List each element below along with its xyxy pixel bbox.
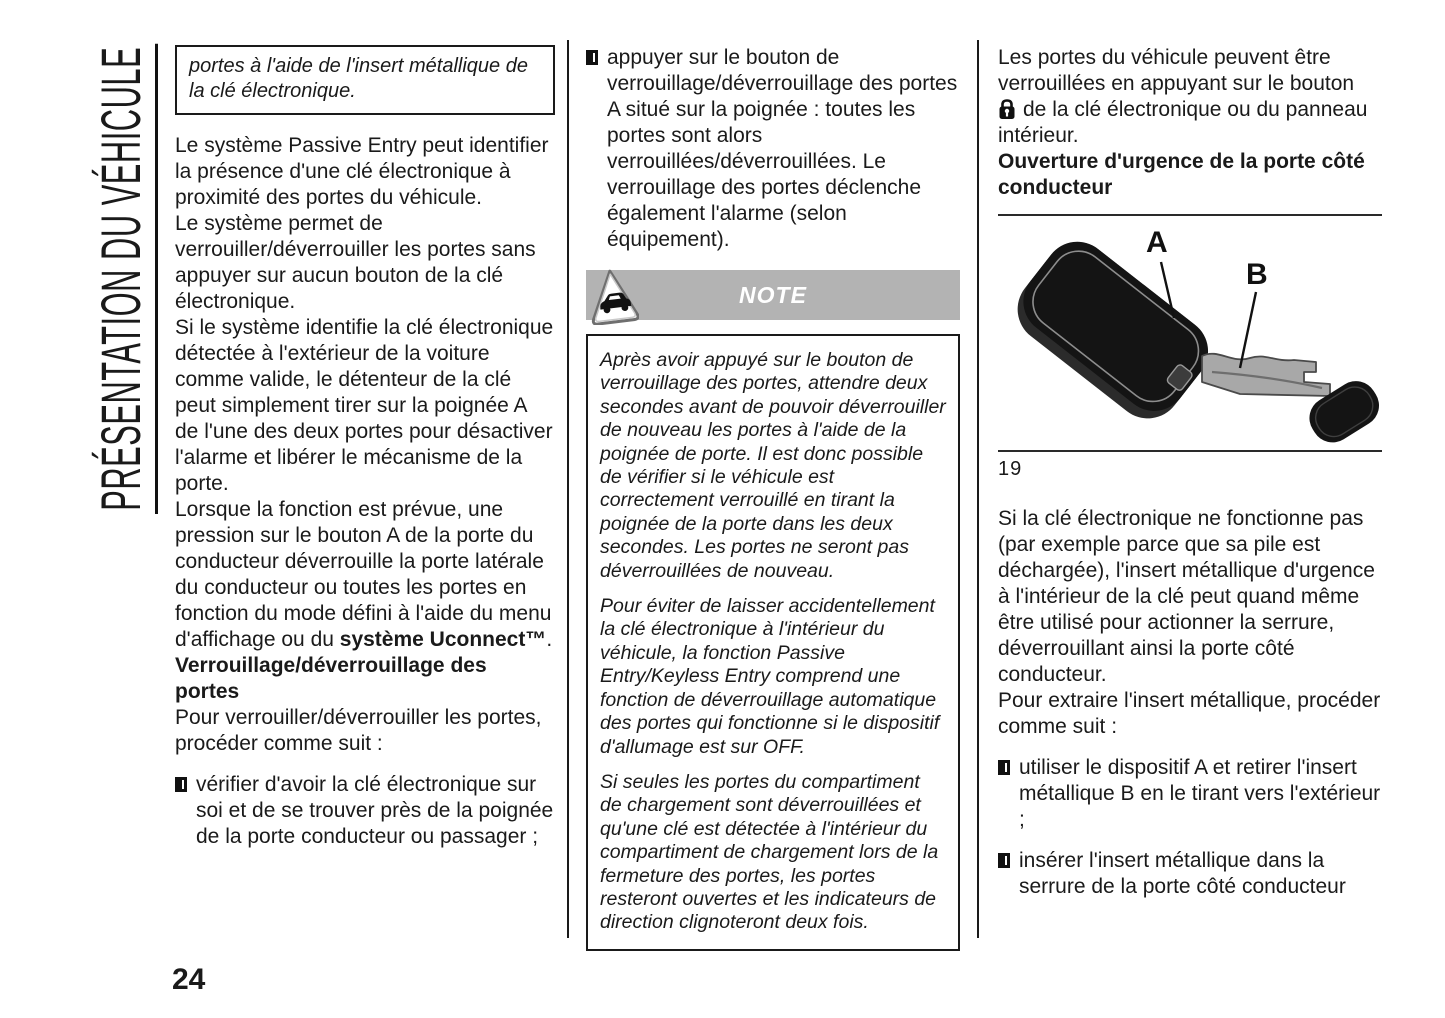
paragraph — [998, 97, 1382, 149]
callout-box: portes à l'aide de l'insert métallique de la clé électronique. — [175, 45, 555, 115]
figure-label-a: A — [1146, 226, 1168, 259]
paragraph: Si le système identifie la clé électronique détectée à l'extérieur de la voiture comme valide, le détenteur de la clé peut simplement tirer sur la poignée A de l'une des deux portes pour désactiver l'alarme et libérer le mécanisme de la porte. — [175, 316, 554, 495]
column-2 — [586, 45, 960, 951]
body-text: Le système Passive Entry peut identifier la présence d'une clé électronique à proximité des portes du véhicule. — [175, 134, 549, 209]
checkbox-bullet-icon — [998, 853, 1010, 868]
list-item — [586, 45, 960, 253]
key-fob-figure — [998, 222, 1382, 448]
paragraph: Les portes du véhicule peuvent être verrouillées en appuyant sur le bouton — [998, 46, 1355, 95]
page-number: 24 — [172, 963, 206, 996]
paragraph: Si la clé électronique ne fonctionne pas (par exemple parce que sa pile est déchargée), l'insert métallique d'urgence à l'intérieur de la clé peut quand même être utilisé pour actionner la serrure, déverrouillant ainsi la porte côté conducteur. — [998, 507, 1375, 686]
note-paragraph: Si seules les portes du compartiment de chargement sont déverrouillées et qu'une clé est détectée à l'intérieur du compartiment de chargement lors de la fermeture des portes, les portes resteront ouvertes et les indicateurs de direction clignoteront deux fois. — [600, 770, 939, 934]
paragraph: Le système permet de verrouiller/déverrouiller les portes sans appuyer sur aucun bouton de la clé électronique. — [175, 212, 536, 313]
body-text: . — [546, 628, 553, 651]
car-warning-triangle-icon — [587, 267, 639, 325]
key-fob-illustration — [998, 222, 1382, 448]
note-label: NOTE — [739, 282, 807, 308]
body-text: Lorsque la fonction est prévue, une pression sur le bouton A de la porte du conducteur déverrouille la porte latérale du conducteur ou toutes les portes en fonction du mode défini à l'aide du menu d'affichage ou du — [175, 498, 552, 651]
column-1 — [175, 45, 555, 850]
figure-bottom-rule — [998, 450, 1382, 452]
figure-label-b: B — [1246, 258, 1268, 291]
list-item-text: insérer l'insert métallique dans la serrure de la porte côté conducteur — [1019, 849, 1346, 898]
key-fob-body — [1004, 228, 1221, 432]
checkbox-bullet-icon — [586, 50, 598, 65]
list-item-text: vérifier d'avoir la clé électronique sur soi et de se trouver près de la poignée de la porte conducteur ou passager ; — [196, 773, 554, 848]
note-paragraph: Pour éviter de laisser accidentellement la clé électronique à l'intérieur du véhicule, la fonction Passive Entry/Keyless Entry comprend une fonction de déverrouillage automatique des portes qui fonctionne si le dispositif d'allumage est sur OFF. — [600, 595, 940, 758]
section-heading: Verrouillage/déverrouillage des portes — [175, 654, 487, 703]
list-item — [175, 772, 555, 850]
metal-insert — [1202, 354, 1382, 448]
chapter-title: PRÉSENTATION DU VÉHICULE — [88, 44, 158, 514]
body-text: de la clé électronique ou du panneau intérieur. — [998, 98, 1368, 147]
chapter-sidebar — [88, 0, 168, 560]
paragraph: Pour extraire l'insert métallique, procéder comme suit : — [998, 689, 1381, 738]
paragraph: Pour verrouiller/déverrouiller les portes, procéder comme suit : — [175, 706, 542, 755]
column-divider — [567, 40, 569, 938]
column-3 — [998, 45, 1382, 900]
paragraph — [175, 497, 555, 653]
list-item-text: appuyer sur le bouton de verrouillage/déverrouillage des portes A situé sur la poignée : toutes les portes sont alors verrouillées/déverrouillées. Le verrouillage des portes déclenche également l'alarme (selon équipement). — [607, 46, 958, 251]
checkbox-bullet-icon — [998, 760, 1010, 775]
figure-top-rule — [998, 214, 1382, 216]
list-item — [998, 755, 1382, 833]
paragraph — [175, 133, 555, 211]
figure-number: 19 — [998, 458, 1023, 480]
list-item-text: utiliser le dispositif A et retirer l'insert métallique B en le tirant vers l'extérieur ; — [1019, 756, 1381, 831]
note-paragraph: Après avoir appuyé sur le bouton de verrouillage des portes, attendre deux secondes avant de pouvoir déverrouiller de nouveau les portes à l'aide de la poignée de porte. Il est donc possible de vérifier si le véhicule est correctement verrouillé en tirant la poignée de la porte dans les deux secondes. Les portes ne seront pas déverrouillées de nouveau. — [600, 349, 946, 582]
note-banner — [586, 270, 960, 320]
column-divider — [977, 40, 979, 938]
uconnect-bold-text: système Uconnect™ — [339, 628, 547, 651]
lock-icon — [998, 98, 1016, 120]
section-heading: Ouverture d'urgence de la porte côté conducteur — [998, 150, 1365, 199]
list-item — [998, 848, 1382, 900]
note-box — [586, 334, 960, 951]
checkbox-bullet-icon — [175, 777, 187, 792]
